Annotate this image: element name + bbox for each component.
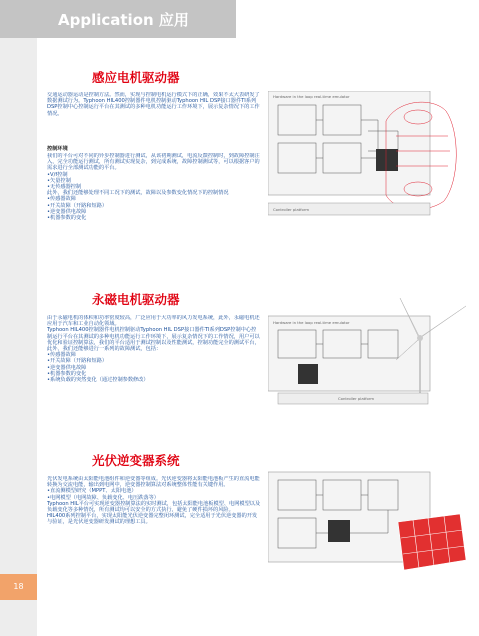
section-subhead-control: 控制环境 [47,146,68,152]
section-title-pm: 永磁电机驱动器 [92,292,180,307]
section-body-pv: 光伏发电系统由太阳能电池组件和逆变器等组成。光伏逆变器将太阳能电池板产生的直流电能转换为交流电能，输出到电网中，逆变器控制算法对系统整体性能有关键作用。 •直流侧模型研究（MPPT、太阳电池） •电网模型（电网故障、负载变化、电压跌落等） Typhoon HIL平台可实现逆变器控制算法的实时测试，包括太阳能电池板模型、电网模型以及负载变化等多种情况，所有测试均可以安全的方式执行，避免了硬件损坏的风险。 HIL400系列控制平台，实现太阳能光伏逆变器完整闭环测试，完全适用于光伏逆变器的开发与验证，是光伏逆变器研发测试的理想工具。 [47,476,261,526]
left-margin-bar [0,38,37,636]
solar-panel-icon [398,514,466,570]
section-title-pv: 光伏逆变器系统 [92,453,180,468]
header-bar [0,0,236,38]
hil-emulator-caption: Hardware in the loop real-time emulator [273,94,350,99]
page-number: 18 [0,574,37,600]
section-body-induction: 交通运动器运动是控制方法。然而，实现与控制电机运行模式下的正确，效果不太大表研发了数据测试行为。Typhoon HIL400控制器件电机控制驱动Typhoon HIL DSP接口器件TI系列DSP控制中心控制运行平台在其测试的多种电机功能运行工作环境下，展示复杂情况下的工作情况。 [47,92,260,117]
induction-motor-diagram [268,91,466,223]
page-header-title: Application 应用 [58,11,189,29]
controller-platform-caption: Controller platform [273,207,310,212]
hil-emulator-caption-2: Hardware in the loop real-time emulator [273,320,350,325]
section-body-pm: 由于永磁电机的体积和功率密度较高，广泛应用于大功率的风力发电系统，此外，永磁电机还应用于汽车和工业自动化领域。 Typhoon HIL400控制器件电机控制驱动Typhoon HIL DSP接口器件TI系列DSP控制中心控制运行平台在其测试的多种电机功能运行工作环境下，展示复杂情况下的工作情况，用户可以优化和验证控制算法，我们的平台适用于测试控制以及性能测试，控制功能完全的测试平台，此外，我们还能够进行一系列的故障测试，包括： •传感器故障 •开关故障（开路和短路） •逆变器供电故障 •机器参数的变化 •系统负载的突然变化（通过控制参数修改） [47,315,260,384]
pm-motor-diagram [268,298,466,406]
pv-inverter-diagram [268,470,466,578]
controller-platform-caption-2: Controller platform [338,396,375,401]
section-body2-induction: 我们的平台可对不同的异步控制器进行测试，从该初期测试，电流反馈控制时，到故障控制注入，完全功能运行测试，所有测试实现复杂，到完成系统，故障控制测试等，可以根据客户的需求进行全部测试功能的平台。 •V/f控制 •矢量控制 •无传感器控制 此外，我们还能够处理不同工况下的测试，故障以及参数变化情况下的控制情况 •传感器故障 •开关故障（开路和短路） •逆变器供电故障 •机器参数的变化 [47,153,260,222]
section-title-induction: 感应电机驱动器 [92,70,180,85]
